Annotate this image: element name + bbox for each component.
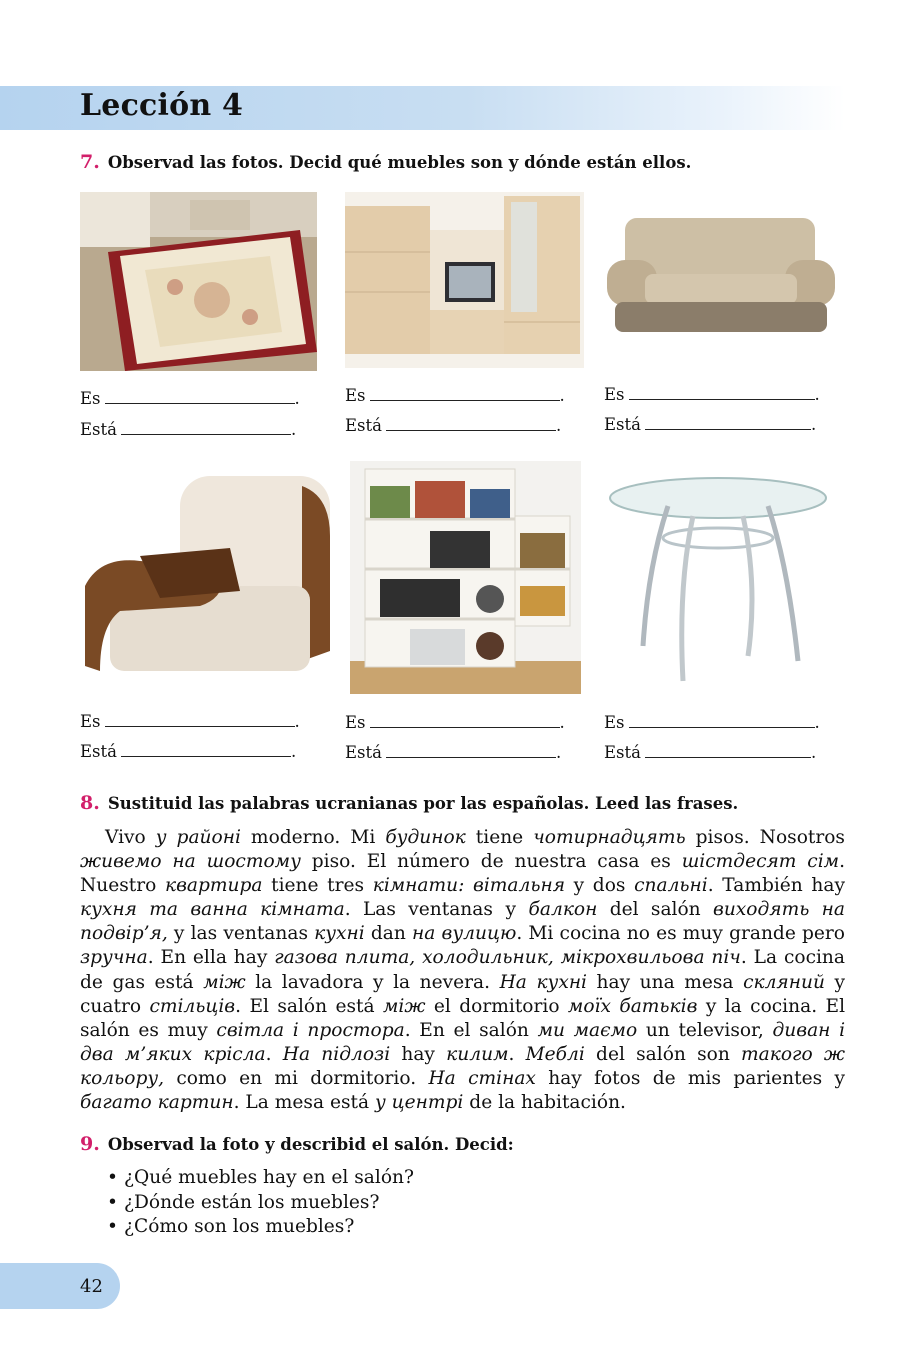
text-segment: y dos (565, 875, 635, 897)
photo-2-esta-line (345, 416, 561, 435)
exercise-number: 9. (80, 1133, 100, 1155)
ukrainian-phrase: газова плита, холодильник, мікрохвильова піч (274, 947, 741, 969)
photo-4-es-line (80, 712, 300, 731)
ukrainian-phrase: На кухні (499, 971, 588, 993)
sofa-photo (605, 210, 837, 350)
text-segment: . (265, 1043, 283, 1065)
carpet-photo (80, 192, 317, 371)
exercise-9-heading (80, 1133, 514, 1155)
es-label: Es (604, 385, 625, 404)
text-segment: . En el salón (404, 1019, 538, 1041)
text-segment: . También hay (707, 875, 845, 897)
answer-blank[interactable] (121, 742, 291, 757)
text-segment: moderno. Mi (240, 827, 386, 848)
ukrainian-phrase: спальні (634, 875, 708, 897)
armchair-photo (80, 476, 334, 686)
answer-blank[interactable] (386, 416, 556, 431)
esta-label: Está (345, 743, 382, 762)
end-mark: . (294, 389, 300, 408)
text-segment: . La mesa está (233, 1092, 375, 1114)
photo-5-es-line (345, 713, 565, 732)
text-segment: . (508, 1043, 526, 1065)
exercise-instruction: Sustituid las palabras ucranianas por las españolas. Leed las frases. (107, 794, 739, 813)
text-segment: hay una mesa (587, 971, 744, 993)
answer-blank[interactable] (370, 713, 560, 728)
end-mark: . (290, 420, 297, 439)
text-segment: la lavadora y la nevera. (245, 971, 500, 993)
photo-6-esta-line (604, 743, 816, 762)
answer-blank[interactable] (386, 743, 556, 758)
esta-label: Está (80, 742, 117, 761)
esta-label: Está (604, 743, 641, 762)
end-mark: . (810, 415, 817, 434)
end-mark: . (555, 743, 562, 762)
ukrainian-phrase: Меблі (525, 1043, 585, 1065)
question-item: • ¿Qué muebles hay en el salón? (107, 1166, 414, 1191)
ukrainian-phrase: багато картин (80, 1092, 234, 1114)
ukrainian-phrase: між (203, 971, 246, 993)
answer-blank[interactable] (645, 415, 811, 430)
ukrainian-phrase: ми маємо (537, 1019, 638, 1041)
ukrainian-phrase: такого ж кольору, (80, 1043, 845, 1089)
text-segment: у (505, 899, 517, 921)
text-segment (516, 899, 528, 920)
wall-unit-photo (345, 192, 584, 368)
text-segment: . Nuestro (80, 851, 846, 897)
text-segment: del salón son (584, 1043, 742, 1065)
page-number: 42 (80, 1276, 103, 1297)
exercise-instruction: Observad la foto y describid el salón. Decid: (107, 1135, 514, 1154)
text-segment: hay fotos de mis parientes y (535, 1067, 845, 1089)
es-label: Es (80, 389, 101, 408)
end-mark: . (814, 385, 820, 404)
end-mark: . (814, 713, 820, 732)
end-mark: . (810, 743, 817, 762)
ukrainian-phrase: шістдесят сім (681, 851, 840, 873)
answer-blank[interactable] (121, 420, 291, 435)
end-mark: . (559, 713, 565, 732)
question-item: • ¿Dónde están los muebles? (107, 1191, 414, 1216)
answer-blank[interactable] (645, 743, 811, 758)
ukrainian-phrase: світла і простора (216, 1019, 405, 1041)
ukrainian-phrase: зручна (80, 947, 148, 969)
text-segment: tiene (465, 827, 534, 848)
end-mark: . (290, 742, 297, 761)
text-segment: y la cocina. El salón es muy (80, 995, 846, 1041)
ukrainian-phrase: скляний (743, 971, 825, 993)
ukrainian-phrase: між (383, 995, 426, 1017)
ukrainian-phrase: килим (446, 1043, 509, 1065)
esta-label: Está (604, 415, 641, 434)
photo-4-esta-line (80, 742, 296, 761)
esta-label: Está (80, 420, 117, 439)
text-segment: piso. El número de nuestra casa es (300, 851, 682, 873)
bookshelf-photo (350, 461, 581, 694)
photo-3-esta-line (604, 415, 816, 434)
esta-label: Está (345, 416, 382, 435)
ukrainian-phrase: моїх батьків (567, 995, 698, 1017)
ukrainian-phrase: На підлозі (282, 1043, 391, 1065)
text-segment: . Mi cocina no es muy grande pero (516, 923, 845, 945)
text-segment: de la habitación. (463, 1092, 626, 1114)
ukrainian-phrase: виходять на подвір’я, (80, 899, 846, 945)
text-segment: y las ventanas (167, 923, 315, 945)
text-segment: . En ella hay (147, 947, 275, 969)
end-mark: . (559, 386, 565, 405)
ukrainian-phrase: На стінах (428, 1067, 536, 1089)
lesson-title: Lección 4 (80, 88, 244, 123)
photo-1-es-line (80, 389, 300, 408)
end-mark: . (294, 712, 300, 731)
text-segment: y cuatro (80, 971, 845, 1017)
ukrainian-phrase: живемо на шостому (80, 851, 301, 873)
ukrainian-phrase: квартира (164, 875, 263, 897)
exercise-number: 8. (80, 792, 100, 814)
ukrainian-phrase: у районі (155, 827, 241, 848)
es-label: Es (345, 713, 366, 732)
ukrainian-phrase: на вулицю (412, 923, 517, 945)
text-segment: el dormitorio (425, 995, 568, 1017)
question-list (107, 1166, 414, 1240)
es-label: Es (345, 386, 366, 405)
ukrainian-phrase: у центрі (374, 1092, 464, 1114)
es-label: Es (604, 713, 625, 732)
text-segment: tiene tres (262, 875, 373, 897)
photo-6-es-line (604, 713, 820, 732)
exercise-instruction: Observad las fotos. Decid qué muebles son y dónde están ellos. (107, 153, 692, 172)
answer-blank[interactable] (105, 389, 295, 404)
exercise-8-heading (80, 792, 738, 814)
answer-blank[interactable] (105, 712, 295, 727)
photo-3-es-line (604, 385, 820, 404)
text-segment: pisos. Nosotros (685, 827, 845, 848)
text-segment: Vivo (105, 827, 156, 848)
es-label: Es (80, 712, 101, 731)
text-segment: . La cocina de gas está (80, 947, 845, 993)
exercise-7-heading (80, 151, 691, 173)
answer-blank[interactable] (629, 385, 815, 400)
ukrainian-phrase: кухні (314, 923, 365, 945)
ukrainian-phrase: чотирнадцять (533, 827, 686, 848)
ukrainian-phrase: балкон (528, 899, 598, 921)
answer-blank[interactable] (629, 713, 815, 728)
photo-5-esta-line (345, 743, 561, 762)
text-segment: . El salón está (235, 995, 384, 1017)
photo-2-es-line (345, 386, 565, 405)
ukrainian-phrase: будинок (385, 827, 466, 848)
glass-table-photo (608, 476, 829, 690)
exercise-8-text (80, 826, 845, 1115)
ukrainian-phrase: диван і два м’яких крісла (80, 1019, 846, 1065)
ukrainian-phrase: стільців (149, 995, 236, 1017)
text-segment: dan (364, 923, 413, 945)
photo-1-esta-line (80, 420, 296, 439)
ukrainian-phrase: кухня та ванна кімната (80, 899, 345, 921)
text-segment: como en mi dormitorio. (164, 1067, 429, 1089)
text-segment: del salón (597, 899, 713, 921)
ukrainian-phrase: кімнати: вітальня (372, 875, 566, 897)
text-segment: hay (390, 1043, 447, 1065)
answer-blank[interactable] (370, 386, 560, 401)
text-segment: . Las ventanas (344, 899, 506, 921)
end-mark: . (555, 416, 562, 435)
question-item: • ¿Cómo son los muebles? (107, 1215, 414, 1240)
exercise-number: 7. (80, 151, 100, 173)
text-segment: un televisor, (637, 1019, 773, 1041)
